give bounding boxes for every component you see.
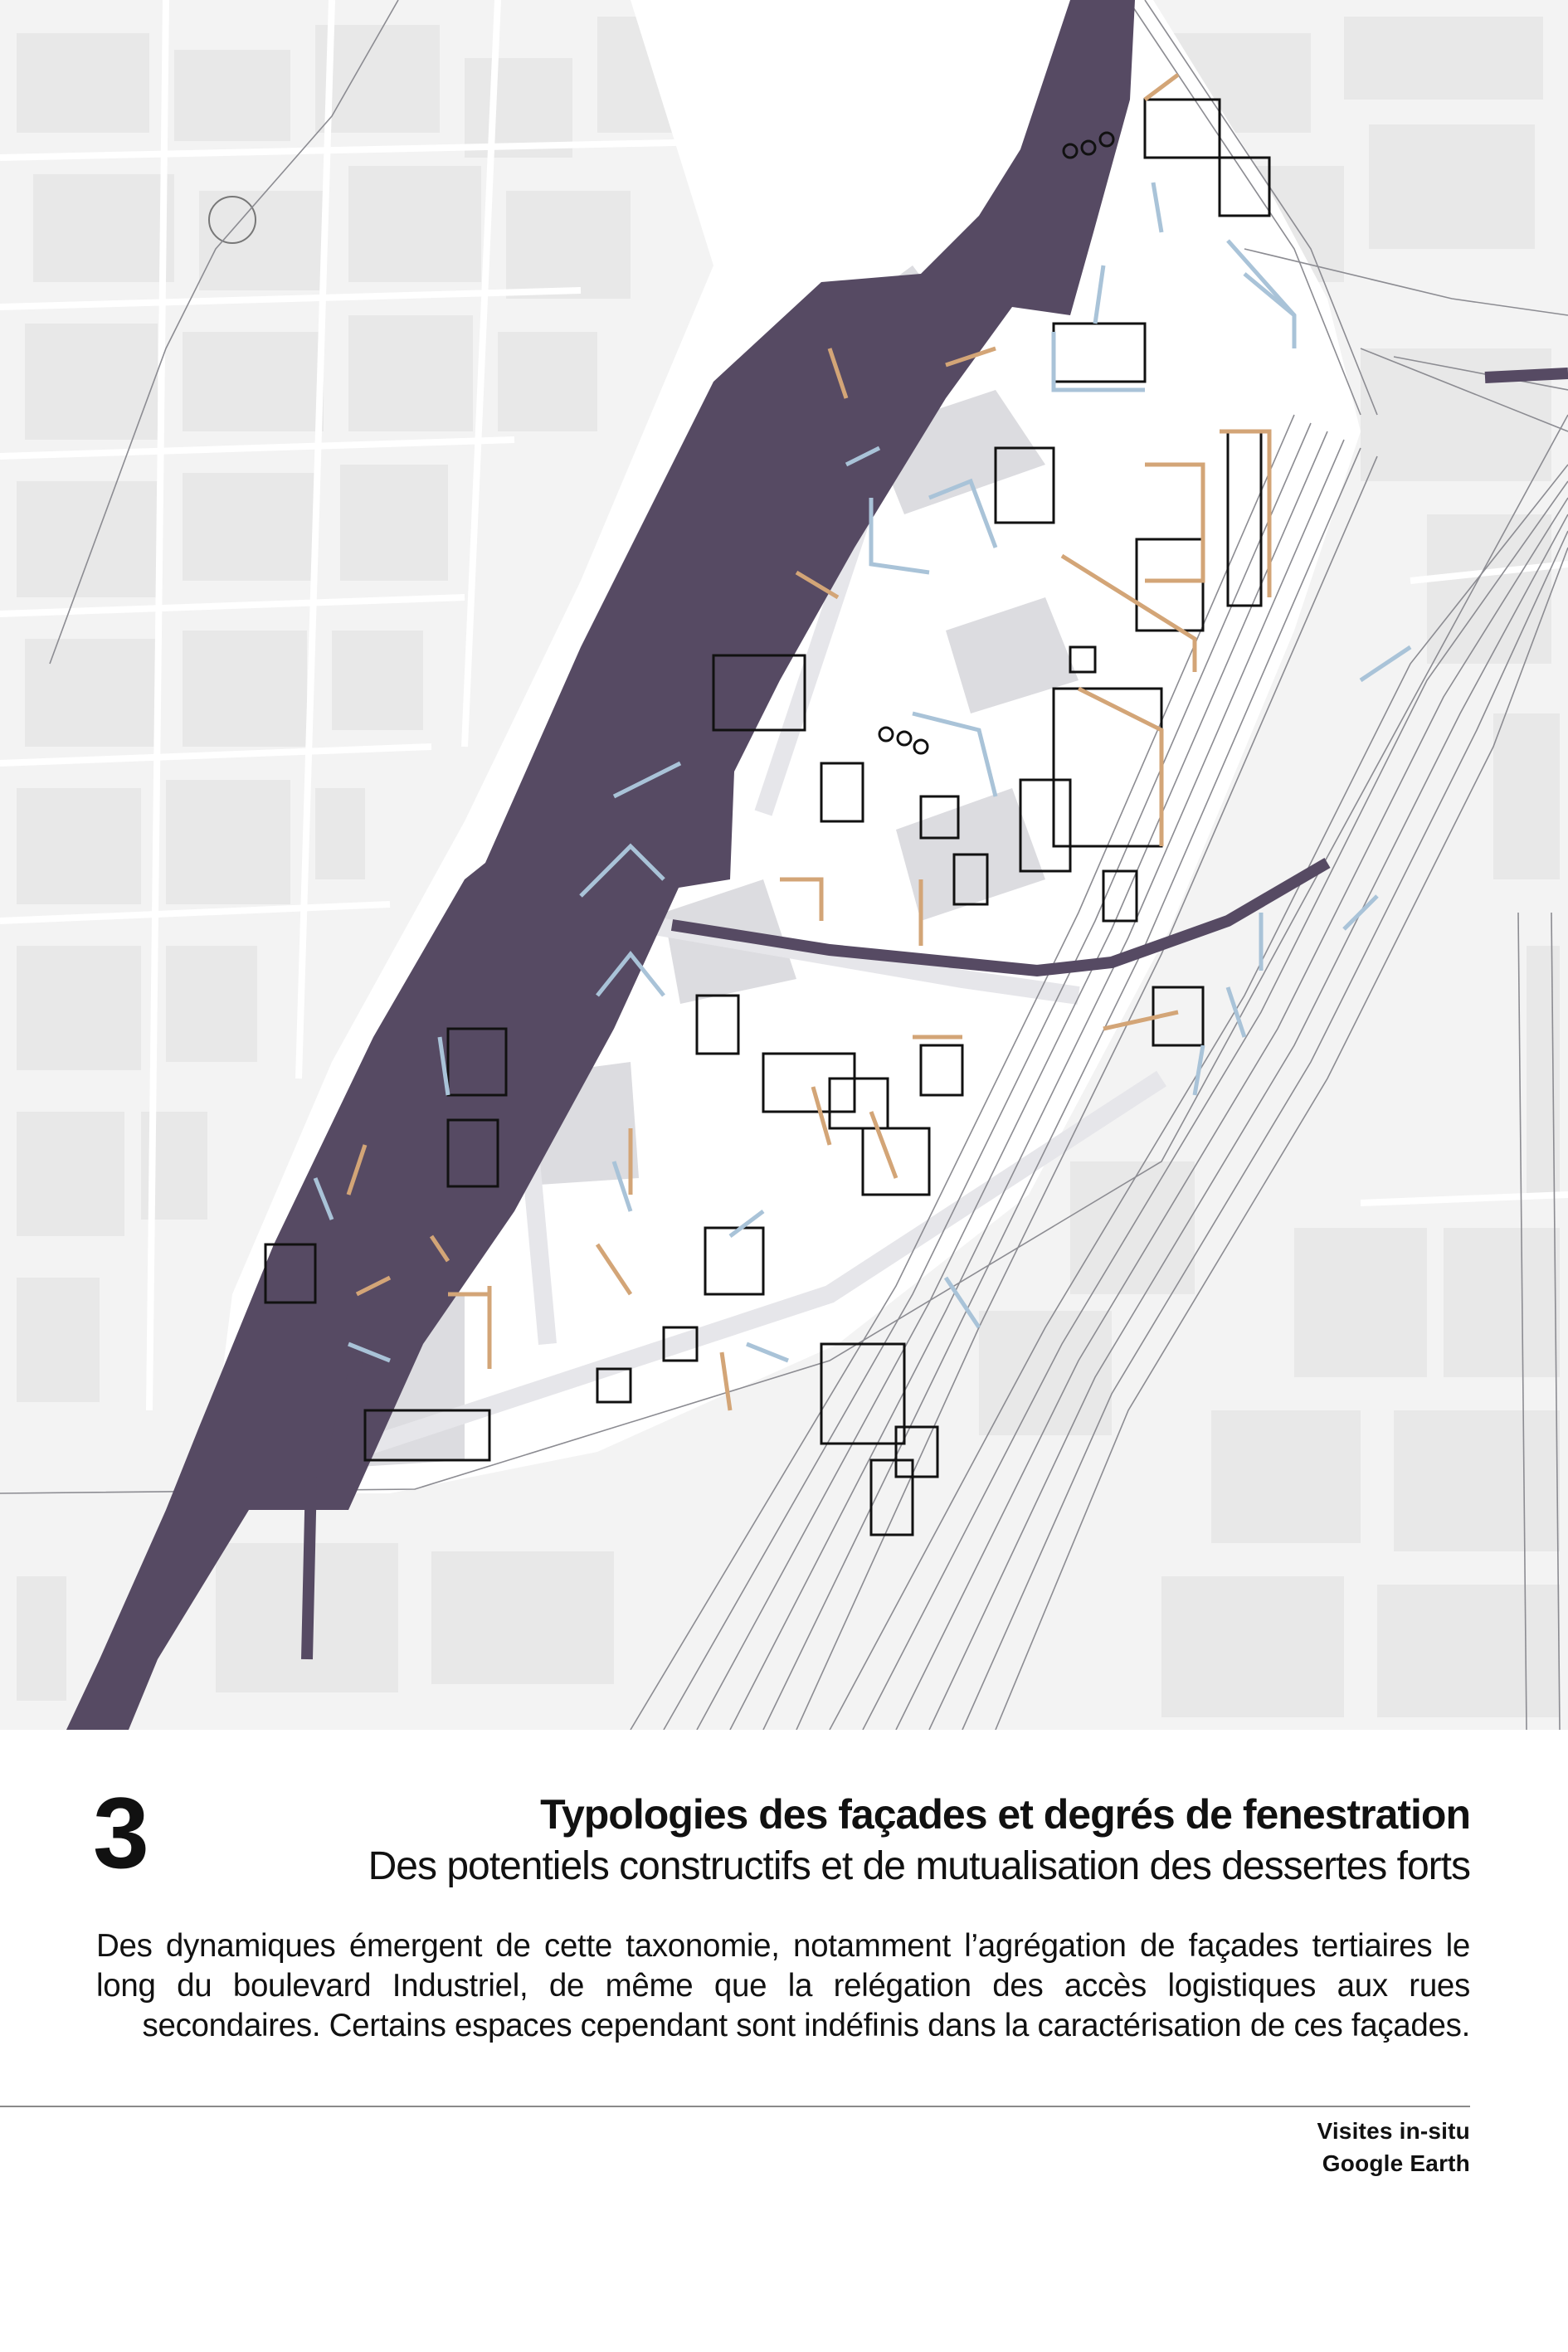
figure-title: Typologies des façades et degrés de fenestration: [540, 1791, 1470, 1838]
source-item: Google Earth: [1322, 2150, 1470, 2176]
figure-description: Des dynamiques émergent de cette taxonomie, notamment l’agrégation de façades tertiaires le long du boulevard Industriel, de même que la relégation des accès logistiques aux rues secondaires. Certains espaces cependant sont indéfinis dans la caractérisation de ces façades.: [96, 1928, 1470, 2043]
figure-subtitle: Des potentiels constructifs et de mutualisation des dessertes forts: [368, 1844, 1470, 1888]
figure-number: 3: [93, 1776, 148, 1889]
source-item: Visites in-situ: [1317, 2118, 1470, 2144]
divider: [0, 2106, 1470, 2107]
